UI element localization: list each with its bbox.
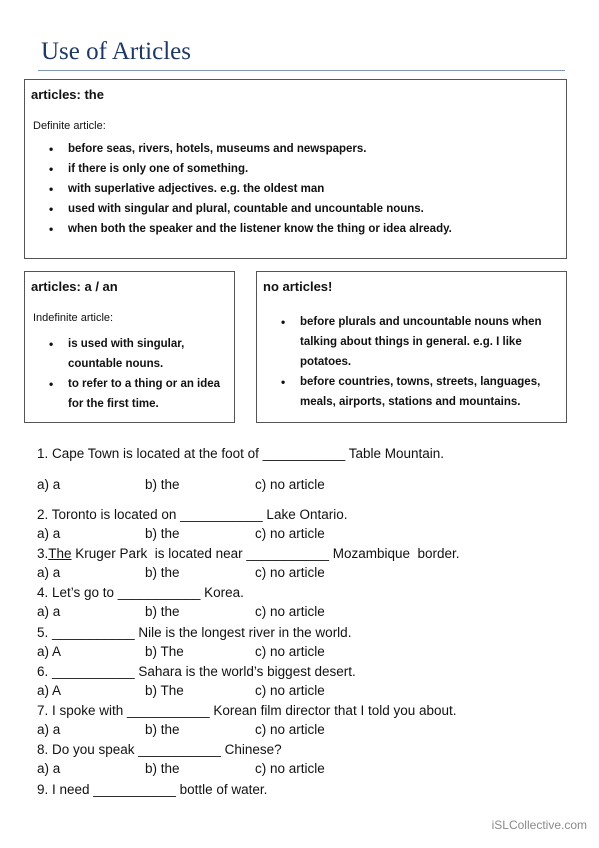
- rule-item: • when both the speaker and the listener know the thing or idea already.: [68, 222, 566, 236]
- rule-item: • before countries, towns, streets, languages, meals, airports, stations and mountains.: [300, 372, 566, 412]
- option-b: b) the: [145, 604, 180, 619]
- question-text: Kruger Park is located near ___________ Mozambique border.: [71, 546, 460, 561]
- option-c: c) no article: [255, 477, 325, 492]
- rule-list: [25, 132, 566, 236]
- box-heading: articles: a / an: [31, 279, 118, 294]
- underlined-article: The: [48, 546, 72, 561]
- rule-item: • to refer to a thing or an idea for the first time.: [68, 374, 234, 414]
- question-9: 9. I need ___________ bottle of water.: [37, 782, 268, 797]
- question-7: 7. I spoke with ___________ Korean film director that I told you about.: [37, 703, 457, 718]
- option-a: a) a: [37, 604, 61, 619]
- option-c: c) no article: [255, 565, 325, 580]
- option-a: a) A: [37, 644, 62, 659]
- question-1: 1. Cape Town is located at the foot of ___________ Table Mountain.: [37, 446, 445, 461]
- box-subtitle: Indefinite article:: [33, 312, 114, 324]
- rule-item: • before seas, rivers, hotels, museums and newspapers.: [68, 142, 566, 156]
- option-b: b) the: [145, 565, 180, 580]
- option-c: c) no article: [255, 683, 325, 698]
- box-definite-article: [24, 79, 567, 259]
- page-title: Use of Articles: [41, 38, 191, 65]
- option-c: c) no article: [255, 604, 325, 619]
- rule-list: [25, 324, 234, 414]
- question-4: 4. Let’s go to ___________ Korea.: [37, 585, 244, 600]
- option-a: a) a: [37, 526, 61, 541]
- question-6: 6. ___________ Sahara is the world’s biggest desert.: [37, 664, 356, 679]
- rule-item: • before plurals and uncountable nouns when talking about things in general. e.g. I like potatoes.: [300, 312, 566, 372]
- option-b: b) The: [145, 644, 184, 659]
- title-underline: [38, 70, 565, 71]
- site-watermark: iSLCollective.com: [491, 818, 587, 832]
- box-subtitle: Definite article:: [33, 120, 106, 132]
- question-3: [37, 546, 460, 561]
- option-a: a) a: [37, 722, 61, 737]
- option-a: a) a: [37, 761, 61, 776]
- option-a: a) a: [37, 565, 61, 580]
- option-c: c) no article: [255, 761, 325, 776]
- option-b: b) the: [145, 477, 180, 492]
- rule-item: • is used with singular, countable nouns.: [68, 334, 234, 374]
- option-c: c) no article: [255, 722, 325, 737]
- option-b: b) the: [145, 526, 180, 541]
- option-c: c) no article: [255, 644, 325, 659]
- rule-item: • with superlative adjectives. e.g. the oldest man: [68, 182, 566, 196]
- box-indefinite-article: [24, 271, 235, 423]
- option-a: a) A: [37, 683, 62, 698]
- box-no-articles: [256, 271, 567, 423]
- rule-item: • used with singular and plural, countable and uncountable nouns.: [68, 202, 566, 216]
- option-b: b) the: [145, 722, 180, 737]
- question-2: 2. Toronto is located on ___________ Lake Ontario.: [37, 507, 348, 522]
- box-heading: articles: the: [31, 87, 104, 102]
- rule-item: • if there is only one of something.: [68, 162, 566, 176]
- option-b: b) the: [145, 761, 180, 776]
- box-heading: no articles!: [263, 279, 333, 294]
- question-number: 3.: [37, 546, 49, 561]
- option-c: c) no article: [255, 526, 325, 541]
- question-5: 5. ___________ Nile is the longest river in the world.: [37, 625, 352, 640]
- option-b: b) The: [145, 683, 184, 698]
- option-a: a) a: [37, 477, 61, 492]
- question-8: 8. Do you speak ___________ Chinese?: [37, 742, 282, 757]
- rule-list: [257, 294, 566, 412]
